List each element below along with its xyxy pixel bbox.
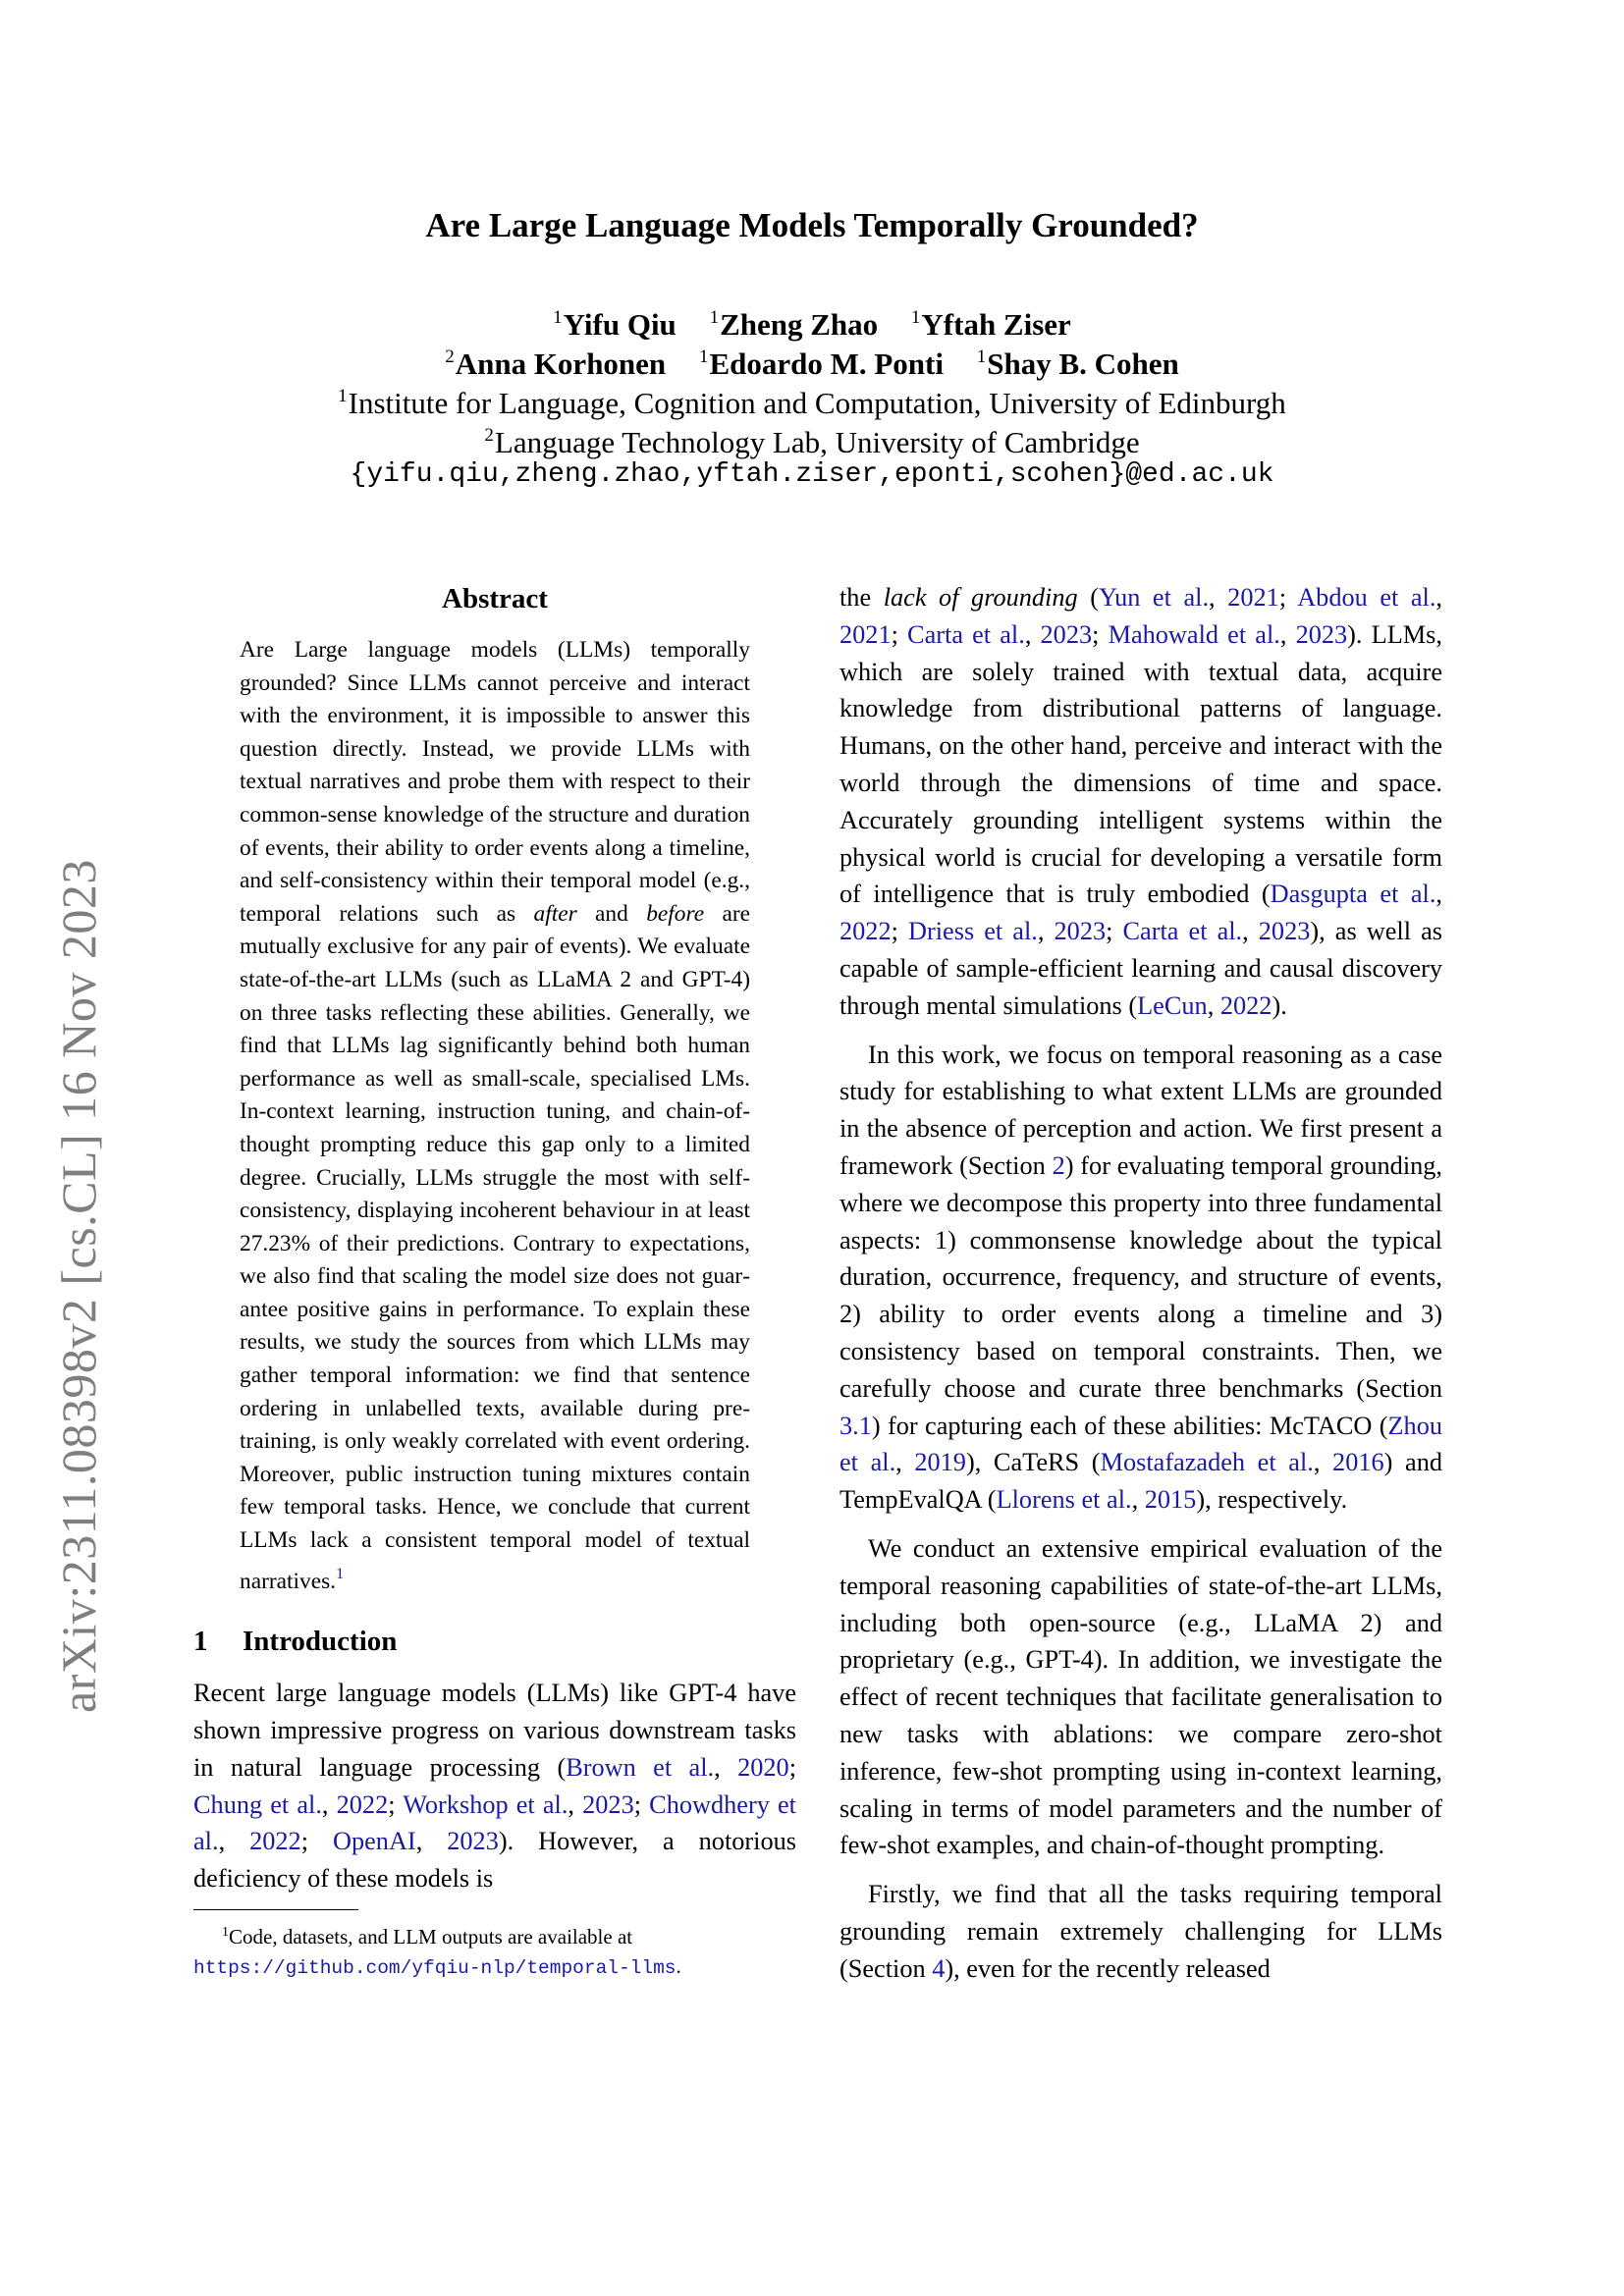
citation-link[interactable]: 2023 xyxy=(1040,619,1093,649)
section-reference-link[interactable]: 2 xyxy=(1052,1150,1065,1180)
citation-link[interactable]: OpenAI xyxy=(332,1827,416,1856)
intro-paragraph-4: We conduct an extensive empirical evaluation of the temporal reasoning capabilities of state-of-the-art LLMs, including both open-source (e.g., LLaMA 2) and proprietary (e.g., GPT-4). In addition, we investigate the effect of recent techniques that facilitate generalisation to new tasks with ablations: we compare zero-shot inference, few-shot prompting using in-context learning, scaling in terms of model parameters and the number of few-shot examples, and chain-of-thought prompting. xyxy=(839,1533,1442,1860)
citation-link[interactable]: LeCun xyxy=(1137,990,1208,1020)
citation-link[interactable]: 2022 xyxy=(249,1827,301,1856)
citation-link[interactable]: 2022 xyxy=(839,917,892,946)
footnote-divider xyxy=(193,1909,358,1910)
citation-link[interactable]: Chowdhery et al. xyxy=(193,1789,796,1856)
affiliation-edinburgh: $^1$Institute for Language, Cognition and Computation, University of Edinburgh xyxy=(338,386,1286,420)
citation-link[interactable]: Carta et al. xyxy=(1122,917,1243,946)
abstract-heading: Abstract xyxy=(442,583,548,614)
author: $^1$Edoardo M. Ponti xyxy=(698,347,944,381)
footnote-1: $^1$Code, datasets, and LLM outputs are available at https://github.com/yfqiu-nlp/temporal-llms. xyxy=(193,1925,681,1979)
author: $^2$Anna Korhonen xyxy=(445,347,667,381)
intro-paragraph-5: Firstly, we find that all the tasks requiring temporal grounding remain extremely challenging for LLMs (Section 4), even for the recently released xyxy=(839,1880,1442,1983)
intro-paragraph-2: the lack of grounding (Yun et al., 2021; Abdou et al., 2021; Carta et al., 2023; Mahowald et al., 2023). LLMs, which are solely trained with textual data, acquire knowledge from distributional patterns of language. Humans, on the other hand, perceive and interact with the world through the dimensions of time and space. Accurately grounding intelligent systems within the physical world is crucial for developing a versatile form of intelligence that is truly embodied (Dasgupta et al., 2022; Driess et al., 2023; Carta et al., 2023), as well as capable of sample-efficient learning and causal discovery through mental simulations (LeCun, 2022). xyxy=(839,583,1443,1020)
intro-paragraph-1: Recent large language models (LLMs) like GPT-4 have shown impressive progress on various downstream tasks in natural language processing (Brown et al., 2020; Chung et al., 2022; Workshop et al., 2023; Chowdhery et al., 2022; OpenAI, 2023). However, a notorious deficiency of these models is xyxy=(193,1679,797,1894)
section-reference-link[interactable]: 3.1 xyxy=(839,1411,872,1440)
citation-link[interactable]: Mahowald et al. xyxy=(1108,619,1280,649)
section-reference-link[interactable]: 4 xyxy=(932,1953,946,1983)
citation-link[interactable]: Abdou et al. xyxy=(1297,583,1436,612)
citation-link[interactable]: Zhou et al. xyxy=(839,1411,1442,1477)
arxiv-identifier: arXiv:2311.08398v2 [cs.CL] 16 Nov 2023 xyxy=(51,859,106,1713)
author-row-1 xyxy=(0,298,1624,342)
abstract-text: Are Large language models (LLMs) temporally grounded? Since LLMs cannot perceive and interact with the environment, it is impossible to answer this question directly. Instead, we provide LLMs with textual narratives and probe them with respect to their common-sense knowledge of the structure and duration of events, their ability to order events along a timeline, and self-consistency within their temporal model (e.g., temporal relations such as after and before are mutually exclusive for any pair of events). We evaluate state-of-the-art LLMs (such as LLaMA 2 and GPT-4) on three tasks reflecting these abilities. Generally, we find that LLMs lag significantly behind both human performance as well as small-scale, specialised LMs. In-context learning, instruction tuning, and chain-of-thought prompting reduce this gap only to a limited degree. Crucially, LLMs struggle the most with self-consistency, displaying incoherent behaviour in at least 27.23% of their predictions. Contrary to expectations, we also find that scaling the model size does not guarantee positive gains in performance. To explain these results, we study the sources from which LLMs may gather temporal information: we find that sentence ordering in unlabelled texts, available during pre-training, is only weakly correlated with event ordering. Moreover, public instruction tuning mixtures contain few temporal tasks. Hence, we conclude that current LLMs lack a consistent temporal model of textual narratives.$^1$ xyxy=(240,637,750,1594)
citation-link[interactable]: Workshop et al. xyxy=(403,1789,568,1819)
citation-link[interactable]: 2016 xyxy=(1332,1448,1384,1477)
citation-link[interactable]: 2020 xyxy=(737,1752,789,1782)
citation-link[interactable]: 2019 xyxy=(914,1448,966,1477)
citation-link[interactable]: 2023 xyxy=(1258,917,1311,946)
citation-link[interactable]: Chung et al. xyxy=(193,1789,322,1819)
citation-link[interactable]: 2021 xyxy=(839,619,892,649)
paper-title: Are Large Language Models Temporally Grounded? xyxy=(425,206,1199,244)
citation-link[interactable]: 2022 xyxy=(336,1789,389,1819)
author-block xyxy=(0,298,1624,495)
author: $^1$Zheng Zhao xyxy=(709,307,879,342)
citation-link[interactable]: 2015 xyxy=(1144,1485,1197,1515)
right-column xyxy=(839,579,1442,1999)
citation-link[interactable]: Carta et al. xyxy=(907,619,1025,649)
left-column xyxy=(193,579,796,1983)
citation-link[interactable]: 2023 xyxy=(447,1827,499,1856)
citation-link[interactable]: 2022 xyxy=(1219,990,1272,1020)
citation-link[interactable]: 2023 xyxy=(1054,917,1107,946)
citation-link[interactable]: Brown et al. xyxy=(566,1752,715,1782)
author: $^1$Shay B. Cohen xyxy=(976,347,1179,381)
citation-link[interactable]: 2023 xyxy=(1295,619,1348,649)
author-emails: {yifu.qiu,zheng.zhao,yftah.ziser,eponti,scohen}@ed.ac.uk xyxy=(350,459,1274,490)
author: $^1$Yifu Qiu xyxy=(553,307,677,342)
footnote-marker[interactable]: 1 xyxy=(336,1565,345,1582)
citation-link[interactable]: Yun et al. xyxy=(1099,583,1210,612)
citation-link[interactable]: Llorens et al. xyxy=(996,1485,1132,1515)
intro-paragraph-3: In this work, we focus on temporal reasoning as a case study for establishing to what extent LLMs are grounded in the absence of perception and action. We first present a framework (Section 2) for evaluating temporal grounding, where we decompose this property into three fundamental aspects: 1) commonsense knowledge about the typical duration, occurrence, frequency, and structure of events, 2) ability to order events along a timeline and 3) consistency based on temporal constraints. Then, we carefully choose and curate three benchmarks (Section 3.1) for capturing each of these abilities: McTACO (Zhou et al., 2019), CaTeRS (Mostafazadeh et al., 2016) and TempEvalQA (Llorens et al., 2015), respectively. xyxy=(839,1040,1442,1515)
affiliation-cambridge: $^2$Language Technology Lab, University of Cambridge xyxy=(484,425,1140,459)
citation-link[interactable]: Driess et al. xyxy=(907,917,1038,946)
author-row-2 xyxy=(0,338,1624,381)
citation-link[interactable]: 2023 xyxy=(582,1789,634,1819)
section-heading-introduction: 1 Introduction xyxy=(193,1626,398,1658)
citation-link[interactable]: Mostafazadeh et al. xyxy=(1100,1448,1314,1477)
citation-link[interactable]: Dasgupta et al. xyxy=(1270,880,1436,909)
author: $^1$Yftah Ziser xyxy=(910,307,1071,342)
citation-link[interactable]: 2021 xyxy=(1227,583,1279,612)
code-repository-link[interactable]: https://github.com/yfqiu-nlp/temporal-llms xyxy=(193,1957,677,1979)
